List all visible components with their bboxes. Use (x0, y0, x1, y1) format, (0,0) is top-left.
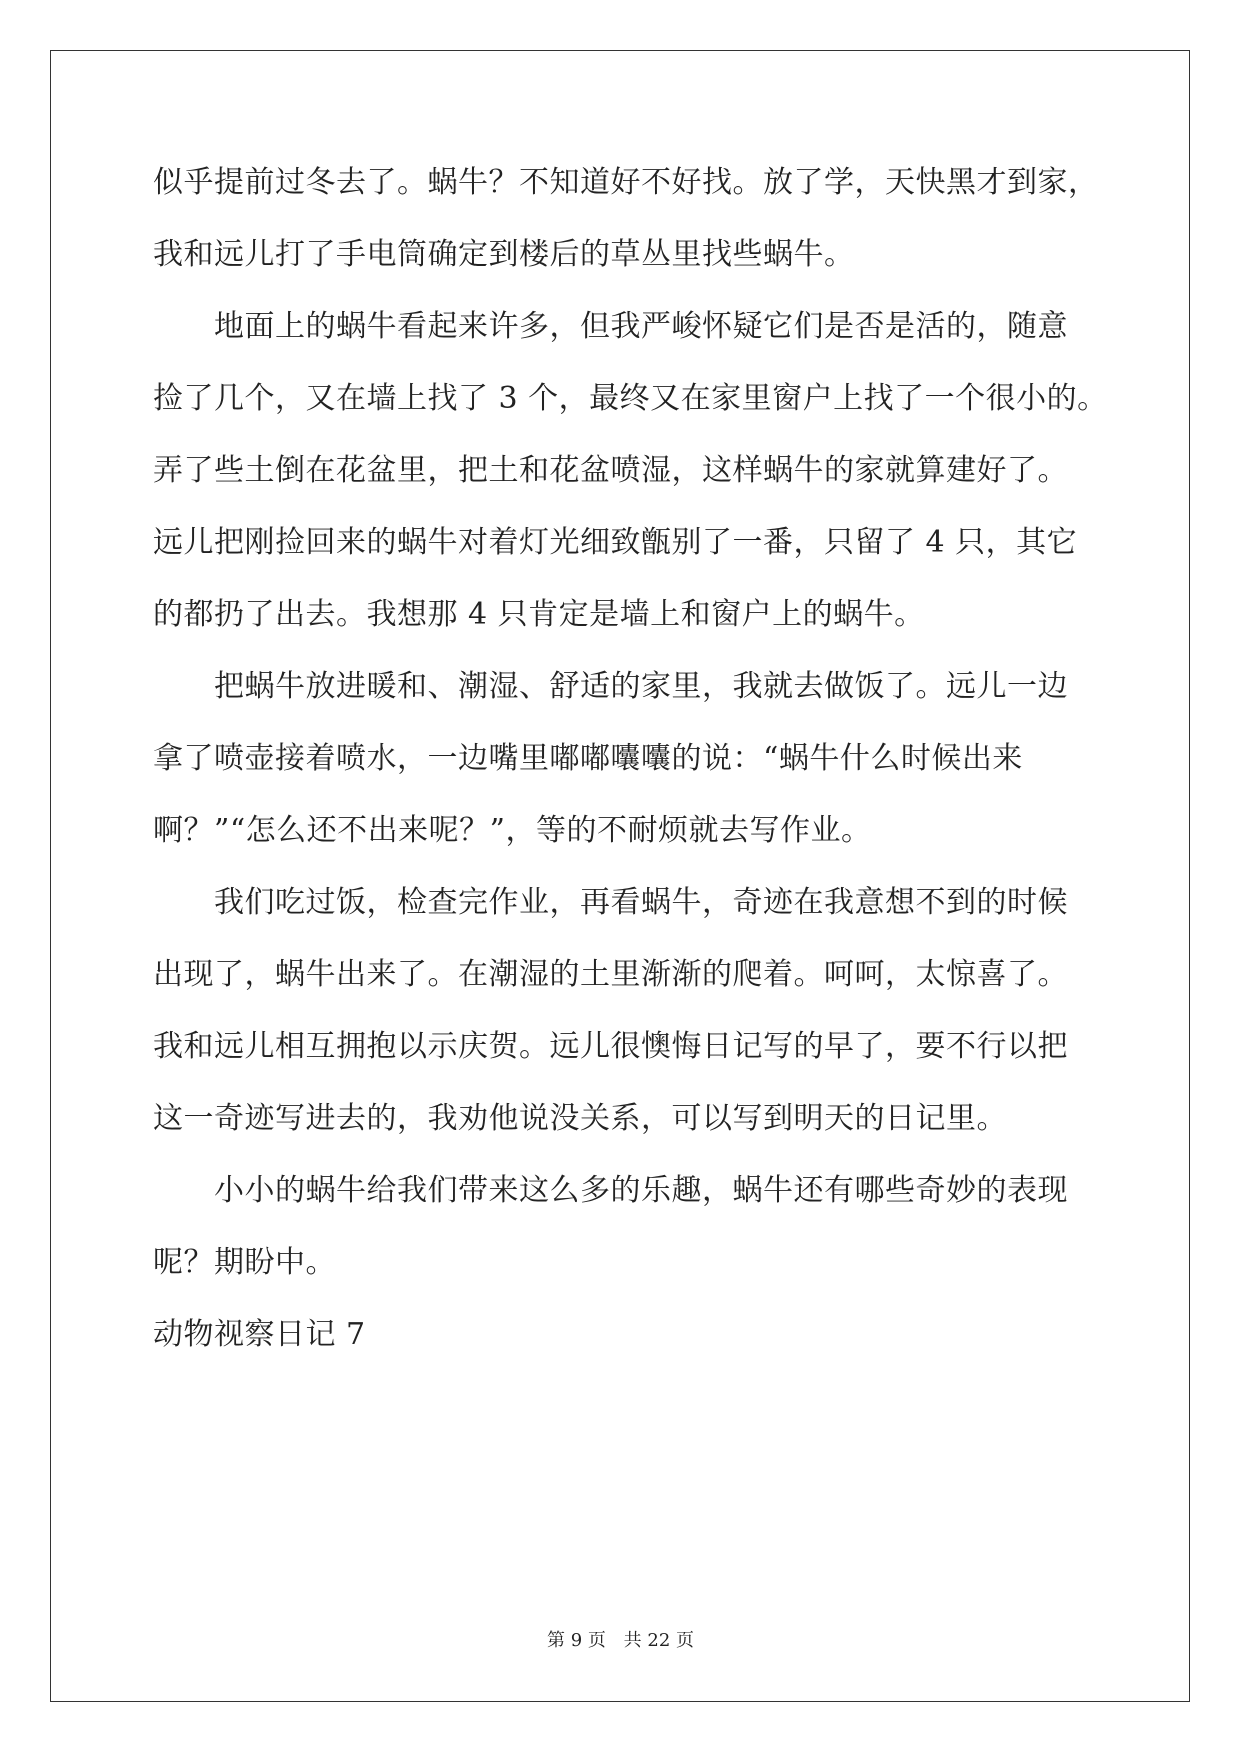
text-line: 拿了喷壶接着喷水，一边嘴里嘟嘟囔囔的说：“蜗牛什么时候出来 (153, 741, 1023, 776)
text-line: 出现了，蜗牛出来了。在潮湿的土里渐渐的爬着。呵呵，太惊喜了。 (153, 957, 1068, 992)
text-line: 啊？”“怎么还不出来呢？”，等的不耐烦就去写作业。 (153, 813, 872, 848)
text-line: 远儿把刚捡回来的蜗牛对着灯光细致甑别了一番，只留了 4 只，其它 (153, 525, 1078, 560)
text-line: 捡了几个，又在墙上找了 3 个，最终又在家里窗户上找了一个很小的。 (153, 381, 1108, 416)
page-total: 共 22 页 (623, 1630, 694, 1651)
section-title: 动物视察日记 7 (153, 1317, 366, 1352)
text-line: 的都扔了出去。我想那 4 只肯定是墙上和窗户上的蜗牛。 (153, 597, 925, 632)
text-line: 似乎提前过冬去了。蜗牛？不知道好不好找。放了学，天快黑才到家， (153, 165, 1099, 200)
page-number: 第 9 页 (547, 1630, 606, 1651)
paragraph-start: 地面上的蜗牛看起来许多，但我严峻怀疑它们是否是活的，随意 (214, 309, 1068, 344)
text-line: 弄了些土倒在花盆里，把土和花盆喷湿，这样蜗牛的家就算建好了。 (153, 453, 1068, 488)
page-frame (50, 50, 1190, 1702)
text-line: 呢？期盼中。 (153, 1245, 336, 1280)
text-line: 这一奇迹写进去的，我劝他说没关系，可以写到明天的日记里。 (153, 1101, 1007, 1136)
paragraph-start: 把蜗牛放进暖和、潮湿、舒适的家里，我就去做饭了。远儿一边 (214, 669, 1068, 704)
paragraph-start: 小小的蜗牛给我们带来这么多的乐趣，蜗牛还有哪些奇妙的表现 (214, 1173, 1068, 1208)
text-line: 我和远儿相互拥抱以示庆贺。远儿很懊悔日记写的早了，要不行以把 (153, 1029, 1068, 1064)
page-footer (0, 1629, 1241, 1653)
text-line: 我和远儿打了手电筒确定到楼后的草丛里找些蜗牛。 (153, 237, 855, 272)
paragraph-start: 我们吃过饭，检查完作业，再看蜗牛，奇迹在我意想不到的时候 (214, 885, 1068, 920)
